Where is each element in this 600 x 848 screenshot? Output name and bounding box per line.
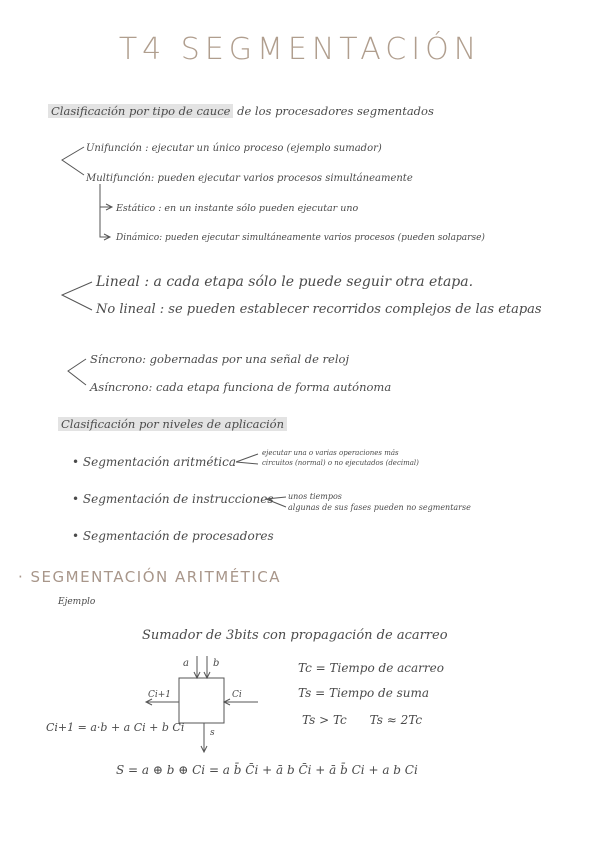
example-label: Ejemplo bbox=[58, 597, 96, 607]
timing-sum: Ts = Tiempo de suma bbox=[298, 686, 430, 700]
bracket-linear bbox=[62, 282, 92, 310]
classification-cause-highlight: Clasificación por tipo de cauce bbox=[48, 104, 233, 118]
bracket-function bbox=[62, 147, 84, 175]
page-title: T4 SEGMENTACIÓN bbox=[118, 32, 482, 67]
async-item: Asíncrono: cada etapa funciona de forma autónoma bbox=[90, 380, 392, 394]
multifunction-item-static: Estático : en un instante sólo pueden ejecutar uno bbox=[116, 203, 359, 214]
input-a-label: a bbox=[183, 658, 189, 669]
adder-subtitle: Sumador de 3bits con propagación de acarreo bbox=[142, 628, 448, 643]
multifunction-item-dynamic: Dinámico: pueden ejecutar simultáneamente varios procesos (pueden solaparse) bbox=[116, 233, 485, 243]
level-instructions-note-2: algunas de sus fases pueden no segmentarse bbox=[288, 503, 471, 512]
function-item-multi: Multifunción: pueden ejecutar varios procesos simultáneamente bbox=[86, 173, 413, 184]
classification-cause-rest: de los procesadores segmentados bbox=[237, 104, 434, 118]
sum-formula: S = a ⊕ b ⊕ Ci = a b̄ C̄i + ā b C̄i + ā b̄ Ci + a b Ci bbox=[116, 763, 418, 777]
timing-carry: Tc = Tiempo de acarreo bbox=[298, 661, 444, 675]
carry-in-label: Ci bbox=[232, 690, 242, 700]
level-arithmetic-note-1: ejecutar una o varias operaciones más bbox=[262, 449, 399, 457]
timing-relation: Ts > Tc Ts ≈ 2Tc bbox=[302, 713, 423, 727]
level-instructions-note-1: unos tiempos bbox=[288, 492, 342, 501]
classification-level-heading bbox=[58, 417, 287, 431]
bracket-multifunction bbox=[100, 184, 110, 237]
level-processors: • Segmentación de procesadores bbox=[72, 529, 274, 543]
sum-out-label: s bbox=[210, 728, 215, 738]
level-arithmetic-note-2: circuitos (normal) o no ejecutados (decimal) bbox=[262, 459, 419, 467]
bracket-sync bbox=[68, 359, 86, 385]
carry-formula: Ci+1 = a·b + a Ci + b Ci bbox=[46, 721, 185, 734]
level-arithmetic: • Segmentación aritmética bbox=[72, 455, 236, 469]
section-arithmetic-heading: · SEGMENTACIÓN ARITMÉTICA bbox=[18, 568, 281, 586]
level-instructions: • Segmentación de instrucciones bbox=[72, 492, 274, 506]
linear-item: Lineal : a cada etapa sólo le puede seguir otra etapa. bbox=[96, 274, 474, 290]
nonlinear-item: No lineal : se pueden establecer recorridos complejos de las etapas bbox=[96, 302, 542, 317]
function-item-uni: Unifunción : ejecutar un único proceso (ejemplo sumador) bbox=[86, 143, 382, 154]
sync-item: Síncrono: gobernadas por una señal de reloj bbox=[90, 352, 350, 366]
classification-level-highlight: Clasificación por niveles de aplicación bbox=[58, 417, 287, 431]
input-b-label: b bbox=[213, 658, 220, 669]
adder-box bbox=[179, 678, 224, 723]
carry-out-label: Ci+1 bbox=[148, 690, 172, 700]
